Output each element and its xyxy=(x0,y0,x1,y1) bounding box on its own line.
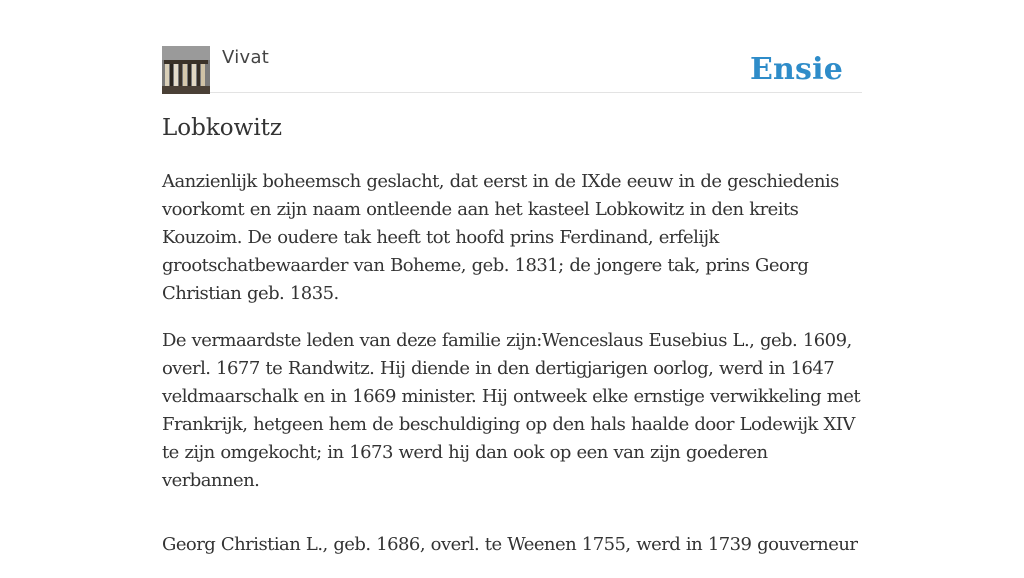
source-avatar[interactable] xyxy=(162,46,210,94)
article-paragraph: Aanzienlijk boheemsch geslacht, dat eerst in de IXde eeuw in de geschiedenis voorkomt en zijn naam ontleende aan het kasteel Lobkowitz in den kreits Kouzoim. De oudere tak heeft tot hoofd prins Ferdinand, erfelijk grootschatbewaarder van Boheme, geb. 1831; de jongere tak, prins Georg Christian geb. 1835. xyxy=(162,171,839,304)
site-header xyxy=(162,46,862,93)
article-body xyxy=(162,168,862,578)
source-name[interactable]: Vivat xyxy=(222,47,270,68)
article-title: Lobkowitz xyxy=(162,115,283,141)
book-spines-icon xyxy=(162,46,210,94)
ensie-logo[interactable]: Ensie xyxy=(749,52,843,87)
article-paragraph: De vermaardste leden van deze familie zijn:Wenceslaus Eusebius L., geb. 1609, overl. 1677 te Randwitz. Hij diende in den dertigjarigen oorlog, werd in 1647 veldmaarschalk en in 1669 minister. Hij ontweek elke ernstige verwikkeling met Frankrijk, hetgeen hem de beschuldiging op den hals haalde door Lodewijk XIV te zijn omgekocht; in 1673 werd hij dan ook op een van zijn goederen verbannen. xyxy=(162,330,861,491)
article-paragraph: Georg Christian L., geb. 1686, overl. te Weenen 1755, werd in 1739 gouverneur xyxy=(162,534,858,555)
